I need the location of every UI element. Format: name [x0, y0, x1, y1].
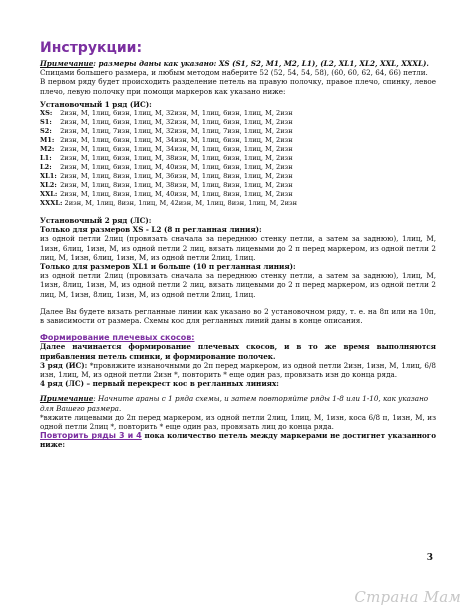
size-row — [40, 190, 436, 199]
note2-label: Примечание — [40, 394, 94, 404]
size-list — [40, 109, 436, 208]
size-key: XS: — [40, 109, 53, 118]
row2-sub2-text: из одной петли 2лиц (провязать сначала за переднюю стенку петли, а затем за заднюю), 1лиц, М, 1изн, 8лиц, 1изн, М, из одной петли 2 лиц, вязать лицевыми до 2 п перед маркером, из одной петли 2 лиц, М, 1изн, 8лиц, 1изн, М, из одной петли 2лиц, 1лиц. — [40, 271, 436, 299]
row2-sub2: Только для размеров XL1 и больше (10 п регланная линия): — [40, 262, 296, 272]
size-key: M2: — [40, 145, 55, 154]
size-key: M1: — [40, 136, 55, 145]
size-instructions: 2изн, М, 1лиц, 6изн, 1лиц, М, 32изн, М, 1лиц, 6изн, 1лиц, М, 2изн — [60, 109, 293, 118]
row2-sub1: Только для размеров XS - L2 (8 п регланная линия): — [40, 225, 262, 235]
size-key: XXXL: — [40, 199, 63, 208]
size-row — [40, 172, 436, 181]
note2-line2: *вяжите лицевыми до 2п перед маркером, из одной петли 2лиц, 1лиц, М, 1изн, коса 6/8 п, 1изн, М, из одной петли 2лиц *, повторить * еще один раз, провязать лиц до конца ряда. — [40, 412, 436, 432]
arans-note — [40, 394, 436, 412]
size-key: S1: — [40, 118, 52, 127]
row3-paragraph — [40, 361, 436, 379]
size-row — [40, 145, 436, 154]
note2-text: : Начните араны с 1 ряда схемы, и затем повторяйте ряды 1-8 или 1-10, как указано для Вашего размера. — [40, 394, 429, 413]
note-label: Примечание — [40, 59, 94, 68]
size-row — [40, 127, 436, 136]
size-instructions: 2изн, М, 1лиц, 6изн, 1лиц, М, 40изн, М, 1лиц, 6изн, 1лиц, М, 2изн — [60, 163, 293, 172]
size-instructions: 2изн, М, 1лиц, 7изн, 1лиц, М, 32изн, М, 1лиц, 7изн, 1лиц, М, 2изн — [60, 127, 293, 136]
sizes-note — [40, 59, 436, 68]
size-instructions: 2изн, М, 1лиц, 8изн, 1лиц, М, 40изн, М, 1лиц, 8изн, 1лиц, М, 2изн — [60, 190, 293, 199]
size-instructions: 2изн, М, 1лиц, 8изн, 1лиц, М, 38изн, М, 1лиц, 8изн, 1лиц, М, 2изн — [60, 181, 293, 190]
cast-on-paragraph: Спицами большего размера, и любым методом наберите 52 (52, 54, 54, 58), (60, 60, 62, 64, 66) петли. — [40, 68, 428, 78]
size-row — [40, 199, 436, 208]
size-key: S2: — [40, 127, 52, 136]
shoulders-heading: Формирование плечевых скосов: — [40, 333, 195, 343]
document-page — [40, 40, 436, 450]
size-row — [40, 118, 436, 127]
further-paragraph: Далее Вы будете вязать регланные линии как указано во 2 установочном ряду, т. е. на 8п или на 10п, в зависимости от размера. Схемы кос для регланных линий даны в конце описания. — [40, 306, 436, 326]
size-instructions: 2изн, М, 1лиц, 6изн, 1лиц, М, 32изн, М, 1лиц, 6изн, 1лиц, М, 2изн — [60, 118, 293, 127]
repeat-rest: пока количество петель между маркерами не достигнет указанного ниже: — [40, 431, 436, 450]
size-key: L2: — [40, 163, 52, 172]
page-title: Инструкции: — [40, 40, 143, 56]
size-instructions: 2изн, М, 1лиц, 8изн, 1лиц, М, 42изн, М, 1лиц, 8изн, 1лиц, М, 2изн — [64, 199, 298, 208]
repeat-paragraph — [40, 431, 436, 449]
row2-heading: Установочный 2 ряд (ЛС): — [40, 216, 152, 226]
size-row — [40, 154, 436, 163]
shoulders-lead: Далее начинается формирование плечевых скосов, и в то же время выполняются прибавления петель спинки, и формирование полочек. — [40, 342, 436, 361]
site-watermark: Страна Мам — [354, 588, 461, 606]
marker-paragraph: В первом ряду будет происходить разделение петель на правую полочку, правое плечо, спинку, левое плечо, левую полочку при помощи маркеров как указано ниже: — [40, 77, 436, 96]
size-instructions: 2изн, М, 1лиц, 8изн, 1лиц, М, 36изн, М, 1лиц, 8изн, 1лиц, М, 2изн — [60, 172, 293, 181]
size-row — [40, 181, 436, 190]
size-key: XL2: — [40, 181, 57, 190]
row4-heading: 4 ряд (ЛС) – первый перекрест кос в регланных линиях: — [40, 379, 279, 389]
size-instructions: 2изн, М, 1лиц, 6изн, 1лиц, М, 38изн, М, 1лиц, 6изн, 1лиц, М, 2изн — [60, 154, 293, 163]
size-instructions: 2изн, М, 1лиц, 6изн, 1лиц, М, 34изн, М, 1лиц, 6изн, 1лиц, М, 2изн — [60, 145, 293, 154]
size-key: L1: — [40, 154, 52, 163]
page-number: 3 — [426, 553, 433, 563]
size-instructions: 2изн, М, 1лиц, 6изн, 1лиц, М, 34изн, М, 1лиц, 6изн, 1лиц, М, 2изн — [60, 136, 293, 145]
row2-sub1-text: из одной петли 2лиц (провязать сначала за переднюю стенку петли, а затем за заднюю), 1лиц, М, 1изн, 6лиц, 1изн, М, из одной петли 2 лиц, вязать лицевыми до 2 п перед маркером, из одной петли 2 лиц, М, 1изн, 6лиц, 1изн, М, из одной петли 2лиц, 1лиц. — [40, 234, 436, 262]
size-row — [40, 163, 436, 172]
row3-text: *провяжите изнаночными до 2п перед маркером, из одной петли 2изн, 1изн, М, 1лиц, 6/8 изн, 1лиц, М, из одной петли 2изн *, повторить * еще один раз, провязать изн до конца ряда. — [40, 360, 436, 380]
row3-label: 3 ряд (ИС): — [40, 360, 88, 370]
size-key: XL1: — [40, 172, 57, 181]
repeat-link: Повторить ряды 3 и 4 — [40, 431, 142, 441]
row1-heading: Установочный 1 ряд (ИС): — [40, 99, 152, 109]
size-key: XXL: — [40, 190, 58, 199]
note-text: : размеры даны как указано: XS (S1, S2, M1, M2, L1), (L2, XL1, XL2, XXL, XXXL). — [93, 59, 429, 68]
size-row — [40, 136, 436, 145]
size-row — [40, 109, 436, 118]
